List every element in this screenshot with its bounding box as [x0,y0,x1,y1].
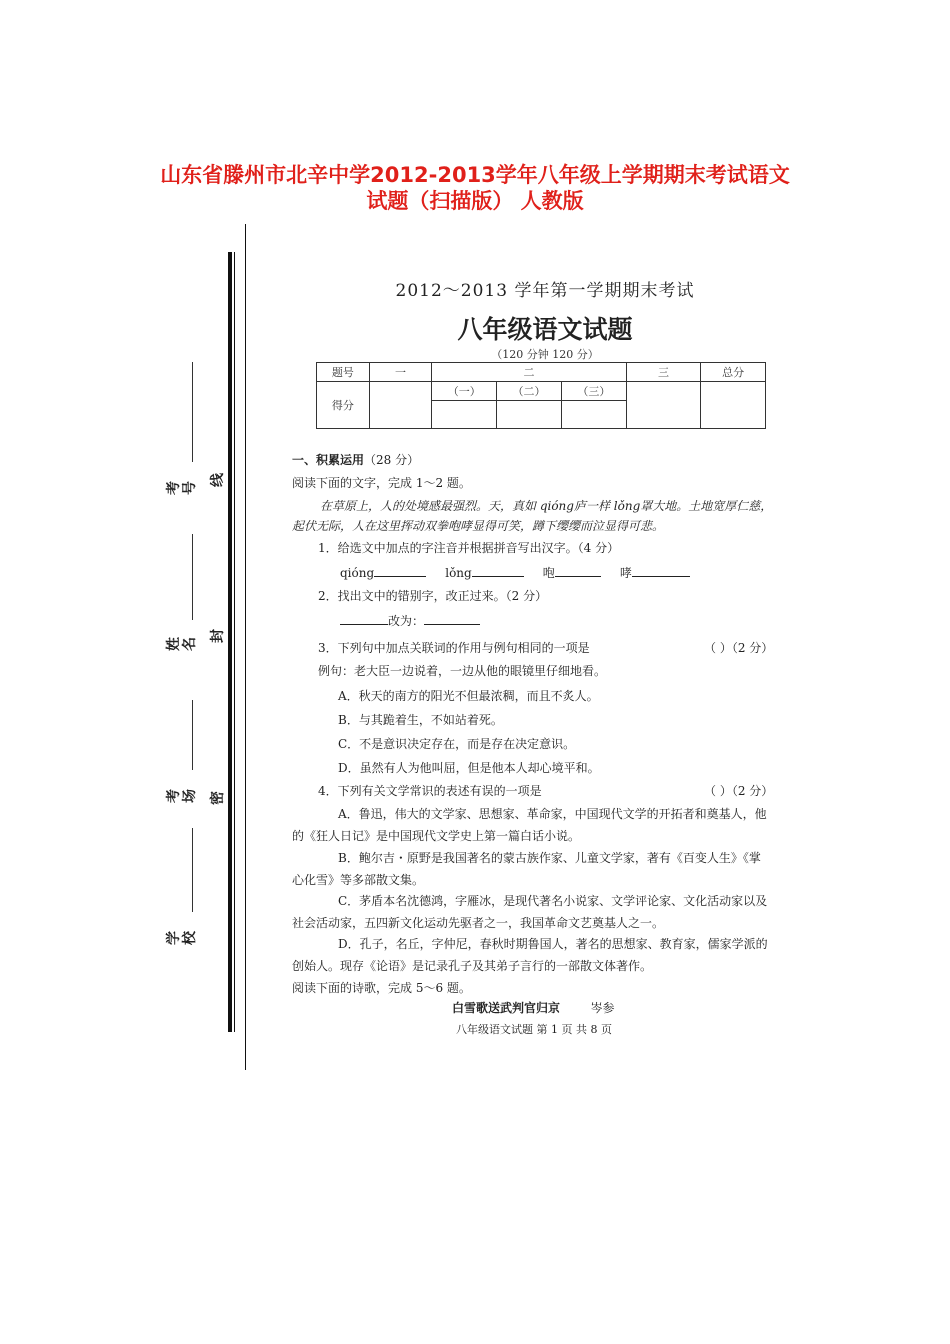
passage-line-2: 起伏无际，人在这里挥动双拳咆哮显得可笑，蹲下缨缨而泣显得可悲。 [292,519,665,533]
q4-option-b-line-1: B．鲍尔吉・原野是我国著名的蒙古族作家、儿童文学家，著有《百变人生》《掌 [338,851,761,865]
header-part-3: 三 [626,363,701,382]
score-cell-part-3[interactable] [626,382,701,429]
question-1-answers [340,564,690,581]
q4-option-d-line-2: 创始人。现存《论语》是记录孔子及其弟子言行的一部散文体著作。 [292,959,653,973]
q1-item-3: 咆 [542,566,555,580]
document-title-line1: 山东省滕州市北辛中学2012-2013学年八年级上学期期末考试语文 [160,163,790,187]
q1-item-1: qióng [340,566,375,580]
question-4-score: （ ）（2 分） [704,784,774,798]
name-label: 姓名 [166,637,198,651]
exam-room-label: 考场 [166,789,198,803]
q2-fix-label: 改为： [388,614,425,628]
score-table [316,362,766,429]
q2-blank-wrong[interactable] [340,612,388,625]
poem-author: 岑参 [590,1001,615,1015]
q4-option-d-line-1: D．孔子，名丘，字仲尼，春秋时期鲁国人，著名的思想家、教育家，儒家学派的 [338,937,768,951]
score-cell-subpart-3[interactable] [561,401,626,429]
binding-thick-line [228,252,232,1032]
question-3-score: （ ）（2 分） [704,641,774,655]
intro-text-2: 阅读下面的诗歌，完成 5～6 题。 [292,981,471,995]
exam-room-underline [192,700,193,770]
section-1-score: （28 分） [364,453,420,467]
exam-year: 2012～2013 学年第一学期期末考试 [395,281,695,301]
intro-text: 阅读下面的文字，完成 1～2 题。 [292,476,471,490]
score-cell-part-1[interactable] [369,382,432,429]
question-2: 2．找出文中的错别字，改正过来。（2 分） [318,589,548,603]
exam-time: （120 分钟 120 分） [491,348,599,361]
school-underline [192,828,193,912]
q1-blank-2[interactable] [472,564,524,577]
q1-blank-4[interactable] [632,564,690,577]
header-part-1: 一 [369,363,432,382]
exam-number-label: 考号 [166,481,198,495]
question-3: 3．下列句中加点关联词的作用与例句相同的一项是 [318,641,590,655]
school-label: 学校 [166,931,198,945]
q2-blank-correct[interactable] [424,612,480,625]
score-cell-total[interactable] [701,382,766,429]
header-part-2: 二 [432,363,626,382]
passage-line-1: 在草原上，人的处境感最强烈。天，真如 qióng庐一样 lǒng罩大地。土地宽厚仁慈， [320,499,773,513]
binding-inner-line [234,252,235,1032]
score-cell-subpart-1[interactable] [432,401,497,429]
poem-heading [452,1000,615,1016]
question-2-answer [340,612,480,629]
q4-option-c-line-2: 社会活动家，五四新文化运动先驱者之一，我国革命文艺奠基人之一。 [292,916,665,930]
q3-option-c: C．不是意识决定存在，而是存在决定意识。 [338,737,576,751]
q3-option-b: B．与其跪着生，不如站着死。 [338,713,503,727]
subpart-3: （三） [561,382,626,401]
score-cell-subpart-2[interactable] [497,401,562,429]
name-underline [192,534,193,620]
score-label: 得分 [317,382,370,429]
q4-option-b-line-2: 心化雪》等多部散文集。 [292,873,425,887]
q3-option-d: D．虽然有人为他叫屈，但是他本人却心境平和。 [338,761,600,775]
question-1: 1．给选文中加点的字注音并根据拼音写出汉字。（4 分） [318,541,620,555]
q4-option-a-line-1: A．鲁迅，伟大的文学家、思想家、革命家，中国现代文学的开拓者和奠基人，他 [338,807,767,821]
section-1-heading [292,452,419,468]
question-4: 4．下列有关文学常识的表述有误的一项是 [318,784,542,798]
exam-number-underline [192,362,193,462]
header-question-no: 题号 [317,363,370,382]
subpart-1: （一） [432,382,497,401]
q4-option-c-line-1: C．茅盾本名沈德鸿，字雁冰，是现代著名小说家、文学评论家、文化活动家以及 [338,894,768,908]
page-footer: 八年级语文试题 第 1 页 共 8 页 [456,1023,612,1036]
poem-title: 白雪歌送武判官归京 [452,1001,561,1015]
line-label: 线 [210,473,226,487]
subpart-2: （二） [497,382,562,401]
secret-label: 密 [210,791,226,805]
q1-item-2: lǒng [445,566,472,580]
q1-blank-1[interactable] [374,564,426,577]
question-3-example: 例句：老大臣一边说着，一边从他的眼镜里仔细地看。 [318,664,607,678]
exam-name: 八年级语文试题 [457,315,633,344]
section-1-title: 一、积累运用 [292,453,365,467]
header-total: 总分 [701,363,766,382]
q1-blank-3[interactable] [555,564,601,577]
q4-option-a-line-2: 的《狂人日记》是中国现代文学史上第一篇白话小说。 [292,829,581,843]
document-title-line2: 试题（扫描版） 人教版 [366,189,584,213]
q1-item-4: 哮 [619,566,632,580]
q3-option-a: A．秋天的南方的阳光不但最浓稠，而且不炙人。 [338,689,599,703]
seal-label: 封 [210,629,226,643]
